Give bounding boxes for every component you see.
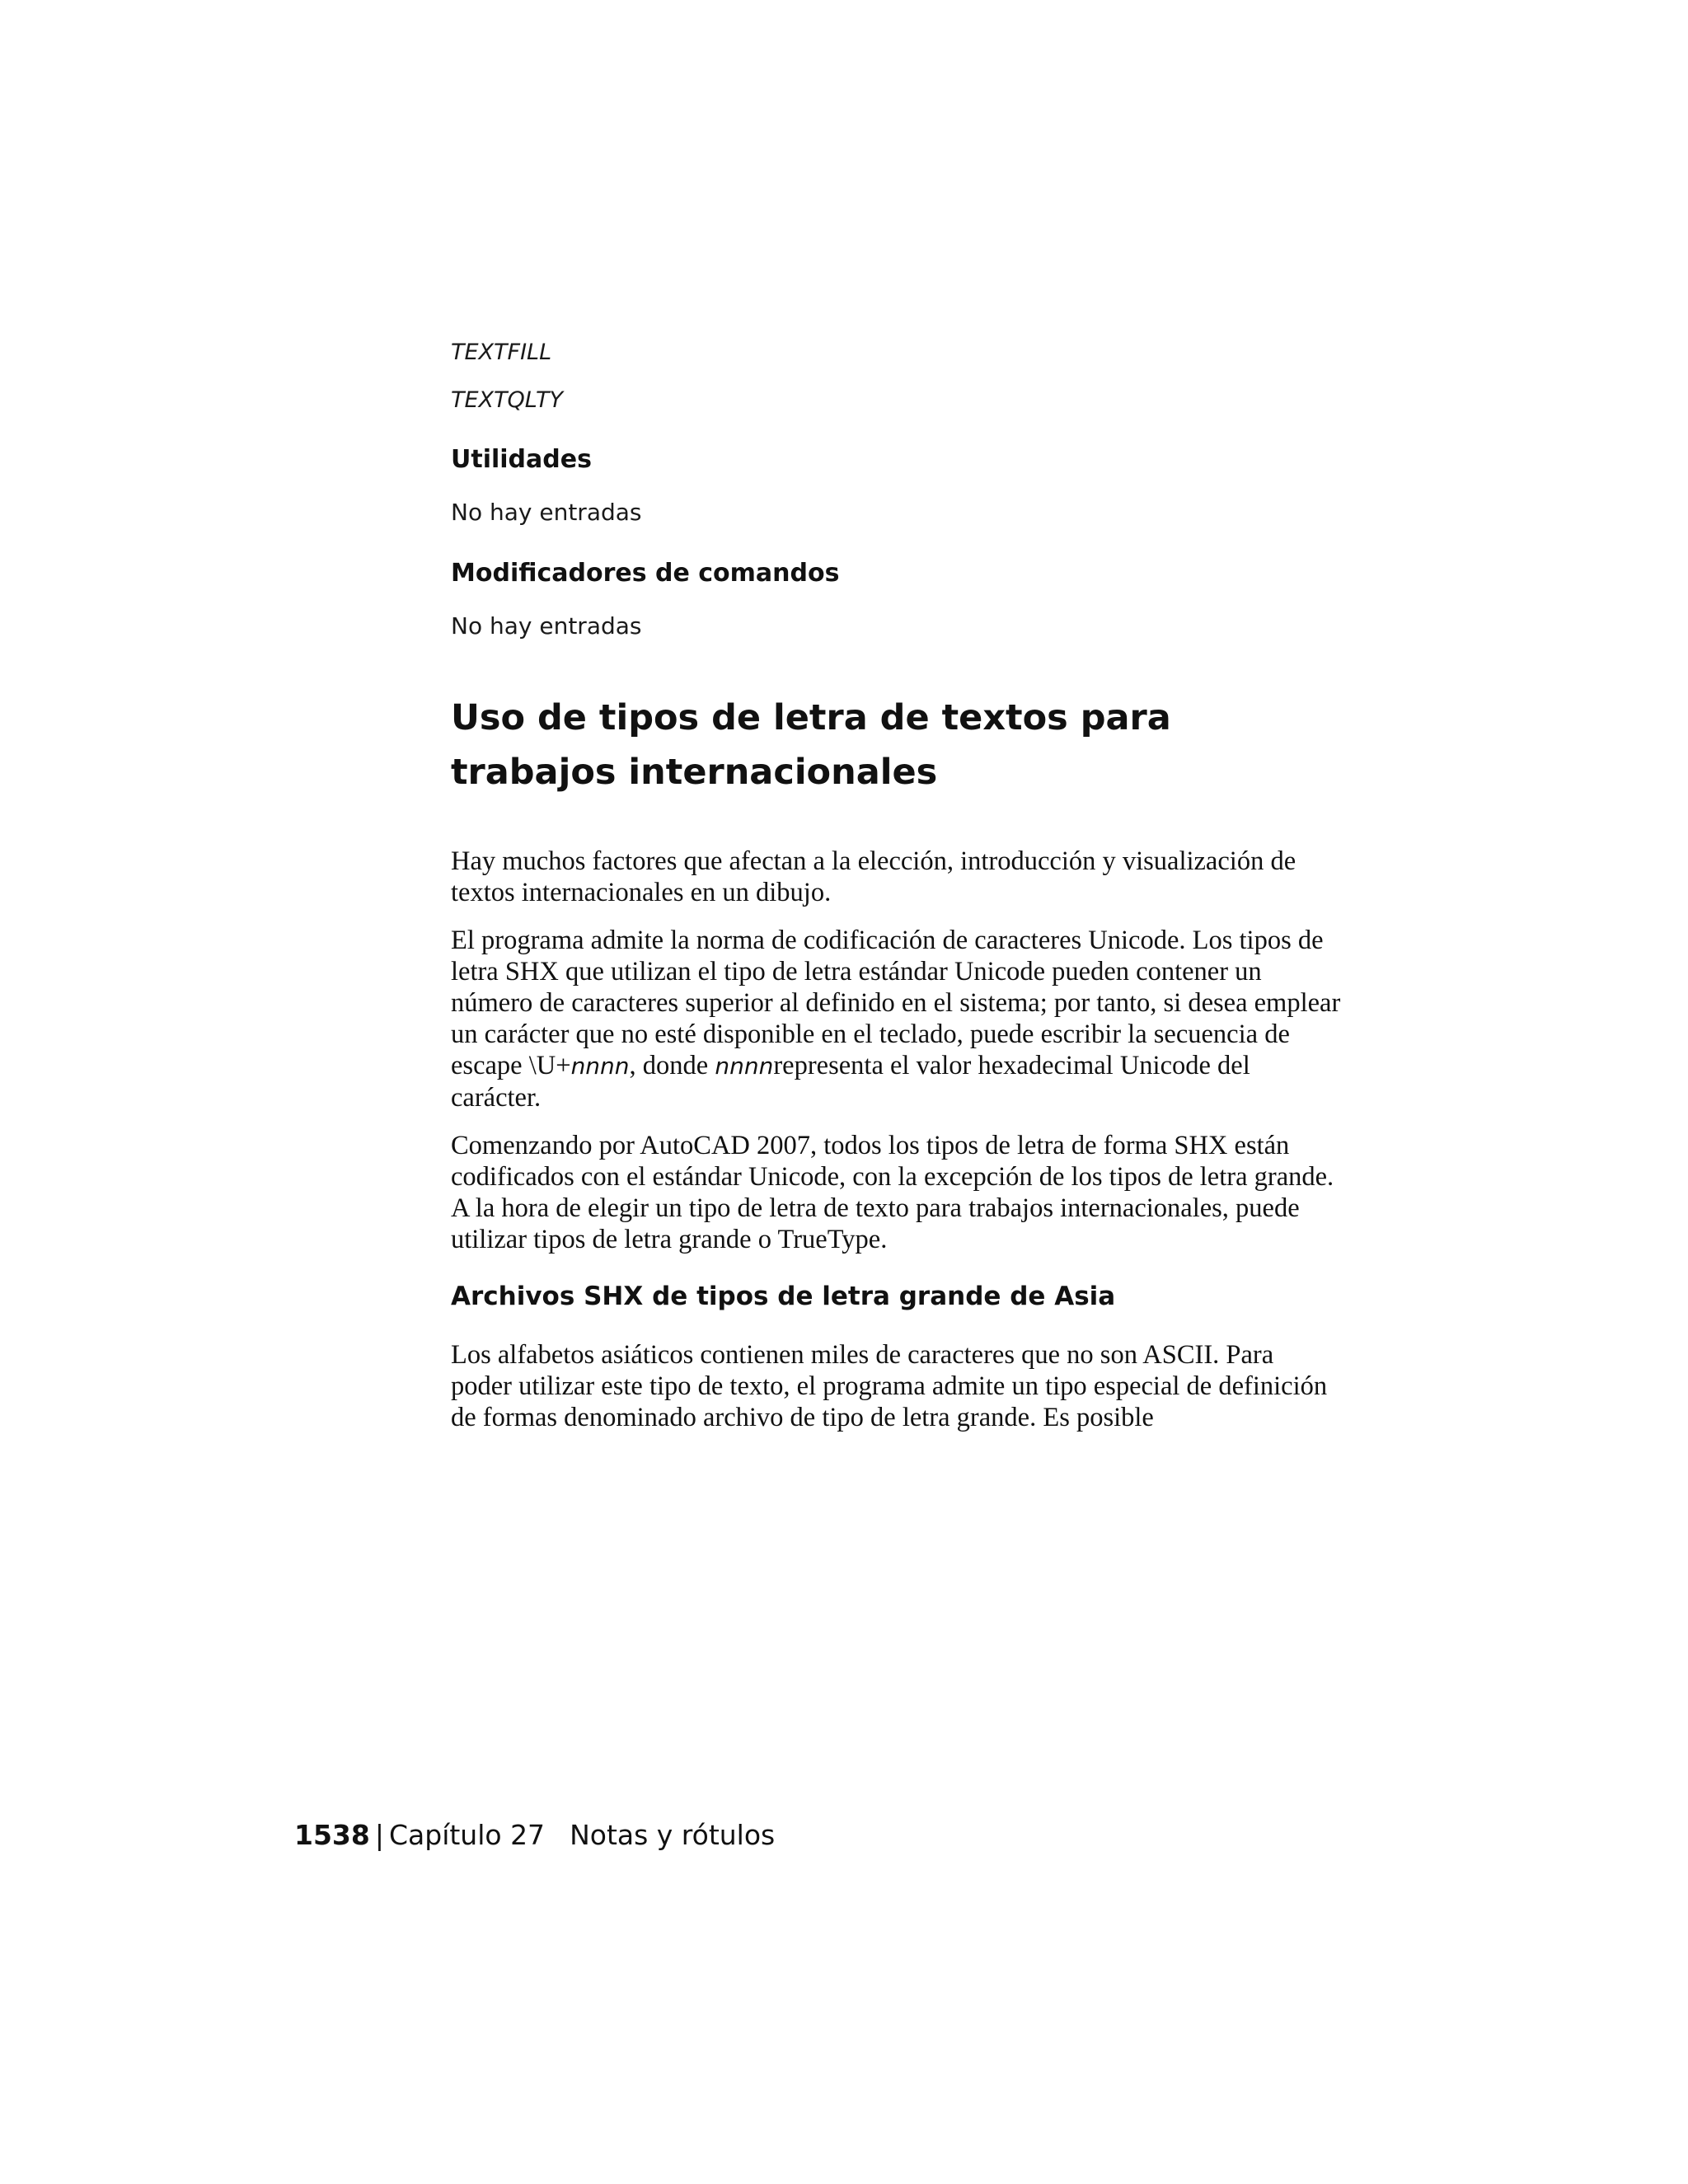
- subsection-title: Archivos SHX de tipos de letra grande de Asia: [451, 1282, 1116, 1311]
- utilities-heading: Utilidades: [451, 445, 592, 474]
- page-footer: [294, 1817, 775, 1854]
- chapter-label: Capítulo 27: [388, 1819, 546, 1851]
- escape-code-placeholder: nnnn: [570, 1052, 630, 1080]
- section-paragraph-2: [451, 925, 1341, 1113]
- section-paragraph-1: Hay muchos factores que afectan a la elección, introducción y visualización de textos internacionales en un dibujo.: [451, 846, 1296, 907]
- para2-text-a: El programa admite la norma de codificación de caracteres Unicode. Los tipos de letra SHX que utilizan el tipo de letra estándar Unicode pueden contener un número de caracteres superior al definido en el sistema; por tanto, si desea emplear un carácter que no esté disponible en el teclado, puede escribir la secuencia de escape \U+: [451, 926, 1341, 1080]
- hex-value-placeholder: nnnn: [715, 1052, 774, 1080]
- page-content: [451, 338, 1341, 1450]
- section-title: Uso de tipos de letra de textos para trabajos internacionales: [451, 697, 1171, 793]
- subsection-paragraph-1: Los alfabetos asiáticos contienen miles de caracteres que no son ASCII. Para poder utilizar este tipo de texto, el programa admite un tipo especial de definición de formas denominado archivo de tipo de letra grande. Es posible: [451, 1340, 1328, 1432]
- footer-separator: |: [374, 1819, 384, 1851]
- command-modifiers-text: No hay entradas: [451, 612, 642, 640]
- chapter-title: Notas y rótulos: [570, 1819, 776, 1851]
- command-modifiers-heading: Modificadores de comandos: [451, 559, 840, 588]
- variable-textqlty: TEXTQLTY: [451, 387, 563, 413]
- para2-text-b: , donde: [629, 1051, 715, 1080]
- variable-textfill: TEXTFILL: [451, 340, 552, 365]
- page-number: 1538: [294, 1819, 370, 1851]
- section-paragraph-3: Comenzando por AutoCAD 2007, todos los tipos de letra de forma SHX están codificados con el estándar Unicode, con la excepción de los tipos de letra grande. A la hora de elegir un tipo de letra de texto para trabajos internacionales, puede utilizar tipos de letra grande o TrueType.: [451, 1131, 1334, 1254]
- para2-text-c: representa el valor hexadecimal Unicode del carácter.: [451, 1051, 1250, 1113]
- utilities-text: No hay entradas: [451, 499, 642, 526]
